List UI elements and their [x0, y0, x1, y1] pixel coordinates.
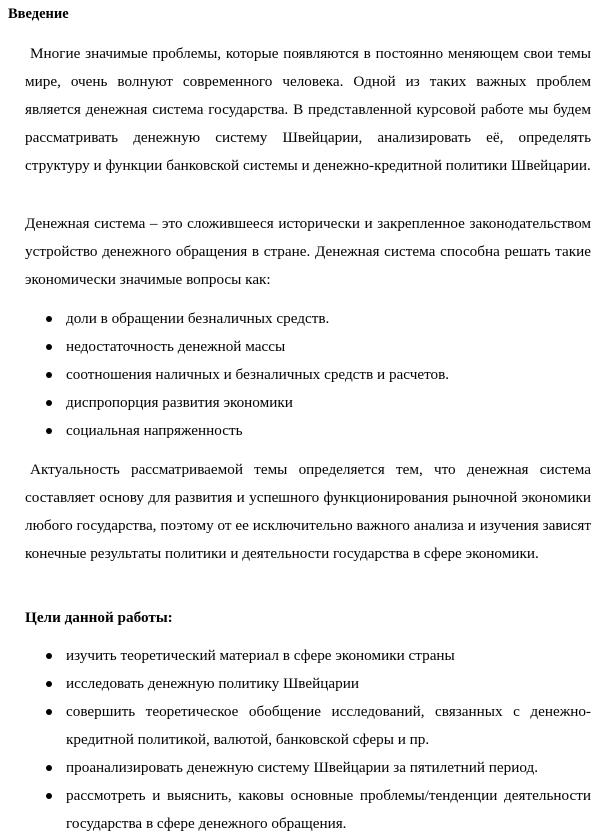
goals-list [25, 642, 591, 838]
bullet-icon [46, 344, 52, 350]
list-item-text: рассмотреть и выяснить, каковы основные проблемы/тенденции деятельности государства в сфере денежного обращения. [66, 787, 591, 832]
list-item [25, 754, 591, 782]
list-item-text: исследовать денежную политику Швейцарии [66, 675, 359, 692]
bullet-icon [46, 765, 52, 771]
relevance-paragraph: Актуальность рассматриваемой темы определяется тем, что денежная система составляет основу для развития и успешного функционирования рыночной экономики любого государства, поэтому от ее исключительно важного анализа и изучения зависят конечные результаты политики и деятельности государства в сфере экономики. [25, 461, 591, 562]
intro-paragraph: Многие значимые проблемы, которые появляются в постоянно меняющем свои темы мире, очень волнуют современного человека. Одной из таких важных проблем является денежная система государства. В представленной курсовой работе мы будем рассматривать денежную систему Швейцарии, анализировать её, определять структуру и функции банковской системы и денежно-кредитной политики Швейцарии. [25, 45, 591, 174]
list-item [25, 782, 591, 838]
definition-paragraph: Денежная система – это сложившееся исторически и закрепленное законодательством устройство денежного обращения в стране. Денежная система способна решать такие экономически значимые вопросы как: [25, 215, 591, 288]
list-item [25, 698, 591, 754]
bullet-icon [46, 681, 52, 687]
bullet-icon [46, 372, 52, 378]
goals-heading: Цели данной работы: [25, 609, 173, 626]
list-item [25, 417, 591, 445]
list-item [25, 305, 591, 333]
list-item-text: изучить теоретический материал в сфере экономики страны [66, 647, 455, 664]
list-item-text: соотношения наличных и безналичных средств и расчетов. [66, 366, 450, 383]
issues-list [25, 305, 591, 445]
list-item-text: социальная напряженность [66, 422, 243, 439]
list-item-text: совершить теоретическое обобщение исследований, связанных с денежно-кредитной политикой, валютой, банковской сферы и пр. [66, 703, 591, 748]
list-item [25, 642, 591, 670]
bullet-icon [46, 709, 52, 715]
list-item-text: диспропорция развития экономики [66, 394, 293, 411]
bullet-icon [46, 400, 52, 406]
list-item-text: доли в обращении безналичных средств. [66, 310, 330, 327]
list-item [25, 670, 591, 698]
bullet-icon [46, 653, 52, 659]
bullet-icon [46, 428, 52, 434]
section-title: Введение [8, 6, 69, 22]
bullet-icon [46, 793, 52, 799]
list-item [25, 389, 591, 417]
list-item-text: недостаточность денежной массы [66, 338, 286, 355]
list-item-text: проанализировать денежную систему Швейцарии за пятилетний период. [66, 759, 539, 776]
list-item [25, 361, 591, 389]
bullet-icon [46, 316, 52, 322]
list-item [25, 333, 591, 361]
